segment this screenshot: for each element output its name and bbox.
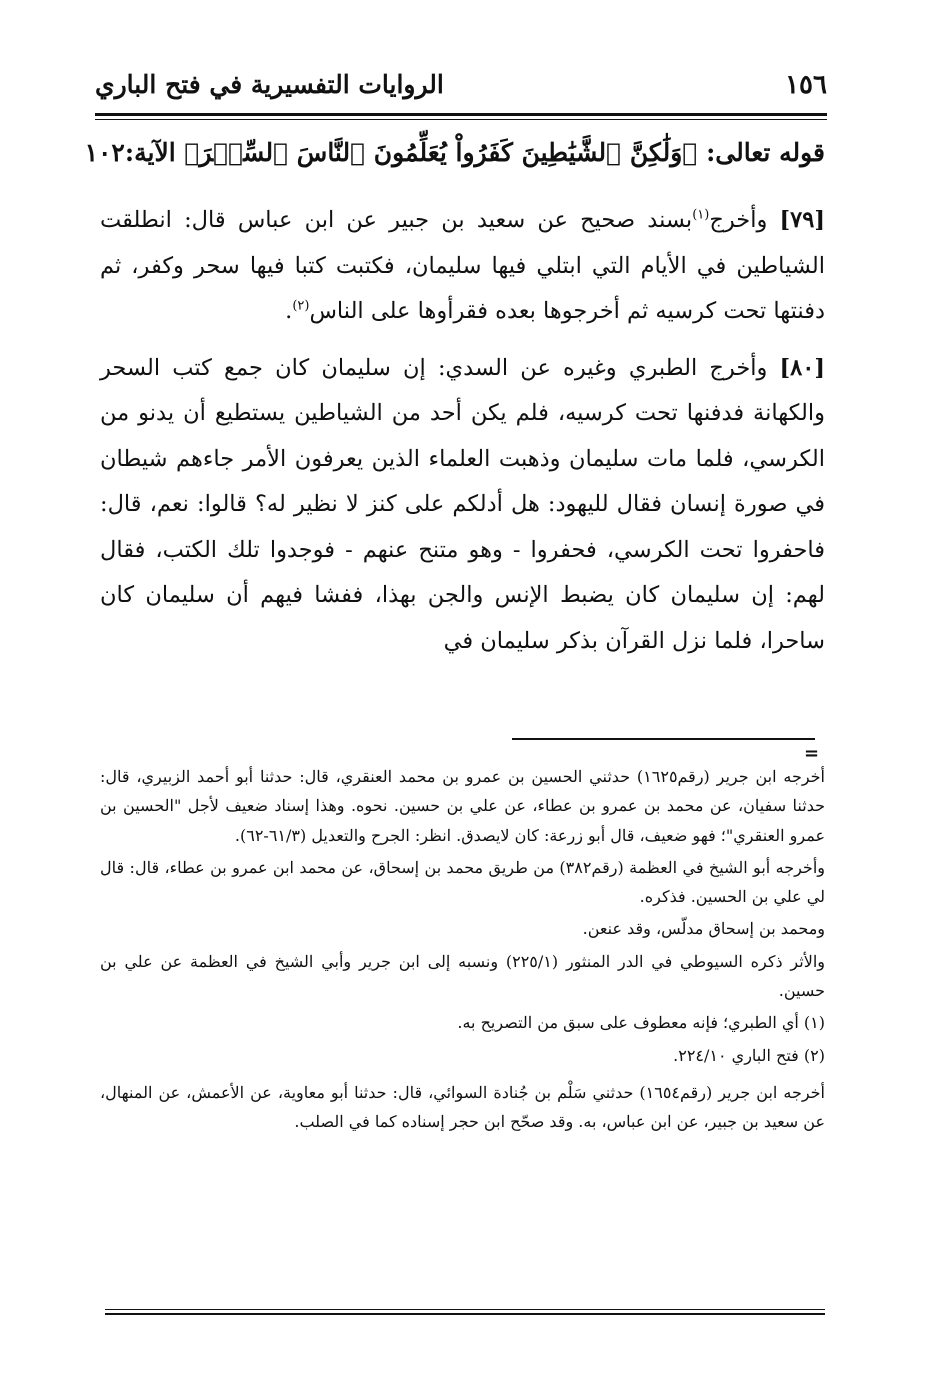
narration-number: [٧٩] bbox=[779, 207, 825, 233]
running-title: الروايات التفسيرية في فتح الباري bbox=[95, 70, 444, 99]
footnote: (٢) فتح الباري ٢٢٤/١٠. bbox=[673, 1045, 825, 1065]
narration-text-end: . bbox=[285, 298, 293, 324]
footnote-ref: (١) bbox=[692, 207, 710, 223]
narration-number: [٨٠] bbox=[779, 354, 825, 381]
header-rule-thin bbox=[95, 119, 827, 120]
footnotes bbox=[100, 762, 825, 1140]
footnote: والأثر ذكره السيوطي في الدر المنثور (٢٢٥/١) ونسبه إلى ابن جرير وأبي الشيخ في العظمة عن علي بن حسين. bbox=[100, 951, 825, 1001]
footnote: (١) أي الطبري؛ فإنه معطوف على سبق من التصريح به. bbox=[457, 1013, 825, 1033]
footnote: أخرجه ابن جرير (رقم١٦٥٤) حدثني سَلْم بن جُنادة السوائي، قال: حدثنا أبو معاوية، عن الأعمش، عن المنهال، عن سعيد بن جبير، عن ابن عباس، به. وقد صحّح ابن حجر إسناده كما في الصلب. bbox=[100, 1082, 825, 1132]
narration-text: وأخرج الطبري وغيره عن السدي: إن سليمان كان جمع كتب السحر والكهانة فدفنها تحت كرسيه، فلم يكن أحد من الشياطين يستطيع أن يدنو من الكرسي، فلما مات سليمان وذهبت العلماء الذين يعرفون الأمر جاءهم شيطان في صورة إنسان فقال لليهود: هل أدلكم على كنز لا نظير له؟ قالوا: نعم، قال: فاحفروا تحت الكرسي، فحفروا - وهو متنح عنهم - فوجدوا تلك الكتب، فقال لهم: إن سليمان كان يضبط الإنس والجن بهذا، ففشا فيهم أن سليمان كان ساحرا، فلما نزل القرآن بذكر سليمان في bbox=[100, 354, 825, 654]
page-header bbox=[95, 60, 827, 120]
footnote-continuation-mark: = bbox=[804, 743, 820, 764]
page-number: ١٥٦ bbox=[785, 70, 827, 100]
footnote-ref: (٢) bbox=[292, 298, 310, 314]
footnote: ومحمد بن إسحاق مدلّس، وقد عنعن. bbox=[582, 919, 825, 939]
verse-heading: قوله تعالى: ﴿وَلَٰكِنَّ ٱلشَّيَٰطِينَ كَفَرُواْ يُعَلِّمُونَ ٱلنَّاسَ ٱلسِّحۡرَ﴾ الآية:١٠٢ bbox=[84, 138, 825, 167]
footnote: أخرجه ابن جرير (رقم١٦٢٥) حدثني الحسين بن عمرو بن محمد العنقري، قال: حدثنا أبو أحمد الزبيري، قال: حدثنا سفيان، عن محمد بن عمرو بن عطاء، عن علي بن حسين. نحوه. وهذا إسناد ضعيف لأجل "الحسين بن عمرو العنقري"؛ فهو ضعيف، قال أبو زرعة: كان لايصدق. انظر: الجرح والتعديل (٦١/٣-٦٢). bbox=[100, 767, 826, 845]
bottom-rule-thick bbox=[105, 1313, 825, 1315]
narration-text: بسند صحيح عن سعيد بن جبير عن ابن عباس قال: انطلقت الشياطين في الأيام التي ابتلي فيها سليمان، فكتبت كتبا فيها سحر وكفر، ثم دفنتها تحت كرسيه ثم أخرجوها بعده فقرأوها على الناس bbox=[100, 207, 825, 324]
footnote-separator bbox=[512, 738, 815, 740]
header-rule bbox=[95, 113, 827, 116]
bottom-rule bbox=[105, 1309, 825, 1310]
footnote: وأخرجه أبو الشيخ في العظمة (رقم٣٨٢) من طريق محمد بن إسحاق، عن محمد ابن عمرو بن عطاء، قال: قال لي علي بن الحسين. فذكره. bbox=[100, 857, 825, 907]
narration-text: وأخرج bbox=[709, 207, 780, 233]
narration-80 bbox=[100, 346, 825, 665]
main-text bbox=[100, 198, 825, 675]
narration-79 bbox=[100, 198, 825, 335]
